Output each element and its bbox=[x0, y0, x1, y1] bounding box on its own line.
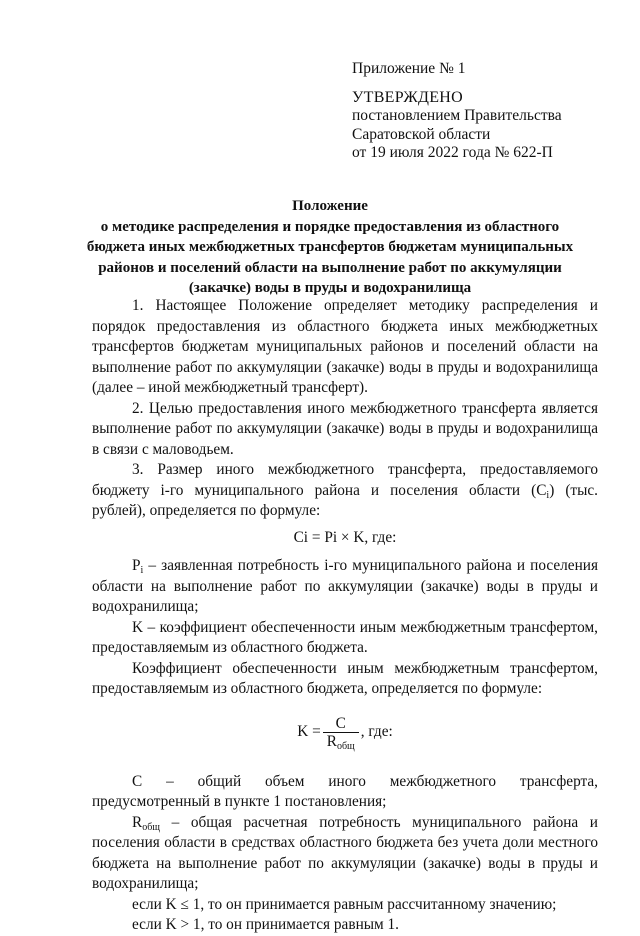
paragraph-2: 2. Целью предоставления иного межбюджетного трансферта является выполнение работ по аккумуляции (закачке) воды в пруды и водохранилища в связи с маловодьем. bbox=[92, 399, 598, 458]
paragraph-k: K – коэффициент обеспеченности иным межбюджетным трансфертом, предоставляемым из областного бюджета. bbox=[92, 618, 598, 656]
paragraph-3-post: ) (тыс. рублей), определяется по формуле: bbox=[92, 481, 598, 519]
approval-line-2: Саратовской области bbox=[352, 125, 491, 143]
formula-ci: Ci = Pi × K, где: bbox=[293, 528, 397, 546]
approval-line-1: постановлением Правительства bbox=[352, 107, 562, 124]
pi-text: – заявленная потребность i-го муниципального района и поселения области на выполнение работ по аккумуляции (закачке) воды в пруды и водохранилища; bbox=[92, 557, 598, 615]
paragraph-3-sub: i bbox=[546, 489, 550, 501]
paragraph-3 bbox=[92, 460, 598, 522]
approved-label: УТВЕРЖДЕНО bbox=[352, 88, 464, 106]
approval-line-3: от 19 июля 2022 года № 622-П bbox=[352, 144, 553, 161]
formula-k-den-var: R bbox=[326, 732, 337, 750]
appendix-number: Приложение № 1 bbox=[352, 60, 466, 77]
paragraph-pi bbox=[92, 556, 598, 618]
formula-k-lhs: K = bbox=[297, 723, 321, 741]
title-heading: Положение bbox=[292, 198, 368, 214]
document-body bbox=[92, 296, 598, 936]
paragraph-k-le-1: если K ≤ 1, то он принимается равным рассчитанному значению; bbox=[132, 895, 557, 913]
title-text: о методике распределения и порядке предоставления из областного бюджета иных межбюджетных трансфертов бюджетам муниципальных районов и поселений области на выполнение работ по аккумуляции (закачке) воды в пруды и водохранилища bbox=[86, 218, 574, 296]
r-var: R bbox=[132, 813, 143, 831]
paragraph-r bbox=[92, 813, 598, 895]
r-sub: общ bbox=[142, 821, 160, 833]
formula-k-tail: , где: bbox=[360, 723, 393, 741]
formula-k-fraction bbox=[323, 715, 359, 751]
pi-var: P bbox=[132, 557, 141, 574]
pi-sub: i bbox=[140, 565, 144, 576]
paragraph-k-gt-1: если K > 1, то он принимается равным 1. bbox=[132, 916, 400, 933]
formula-k-denominator bbox=[323, 733, 359, 751]
r-text: – общая расчетная потребность муниципального района и поселения области в средствах областного бюджета без учета доли местного бюджета на выполнение работ по аккумуляции (закачке) воды в пруды и водохранилища; bbox=[92, 813, 598, 892]
document-title bbox=[80, 196, 580, 299]
paragraph-3-pre: 3. Размер иного межбюджетного трансферта, предоставляемого бюджету i-го муниципального района и поселения области (C bbox=[92, 461, 598, 499]
paragraph-c: C – общий объем иного межбюджетного трансферта, предусмотренный в пункте 1 постановления; bbox=[92, 772, 598, 810]
paragraph-k-formula-intro: Коэффициент обеспеченности иным межбюджетным трансфертом, предоставляемым из областного бюджета, определяется по формуле: bbox=[92, 659, 598, 697]
approval-block bbox=[352, 60, 602, 163]
formula-k bbox=[92, 708, 598, 758]
formula-k-den-sub: общ bbox=[336, 740, 355, 752]
formula-k-numerator: C bbox=[335, 714, 346, 732]
paragraph-1: 1. Настоящее Положение определяет методику распределения и порядок предоставления из областного бюджета иных межбюджетных трансфертов бюджетам муниципальных районов и поселений области на выполнение работ по аккумуляции (закачке) воды в пруды и водохранилища (далее – иной межбюджетный трансферт). bbox=[92, 297, 598, 396]
